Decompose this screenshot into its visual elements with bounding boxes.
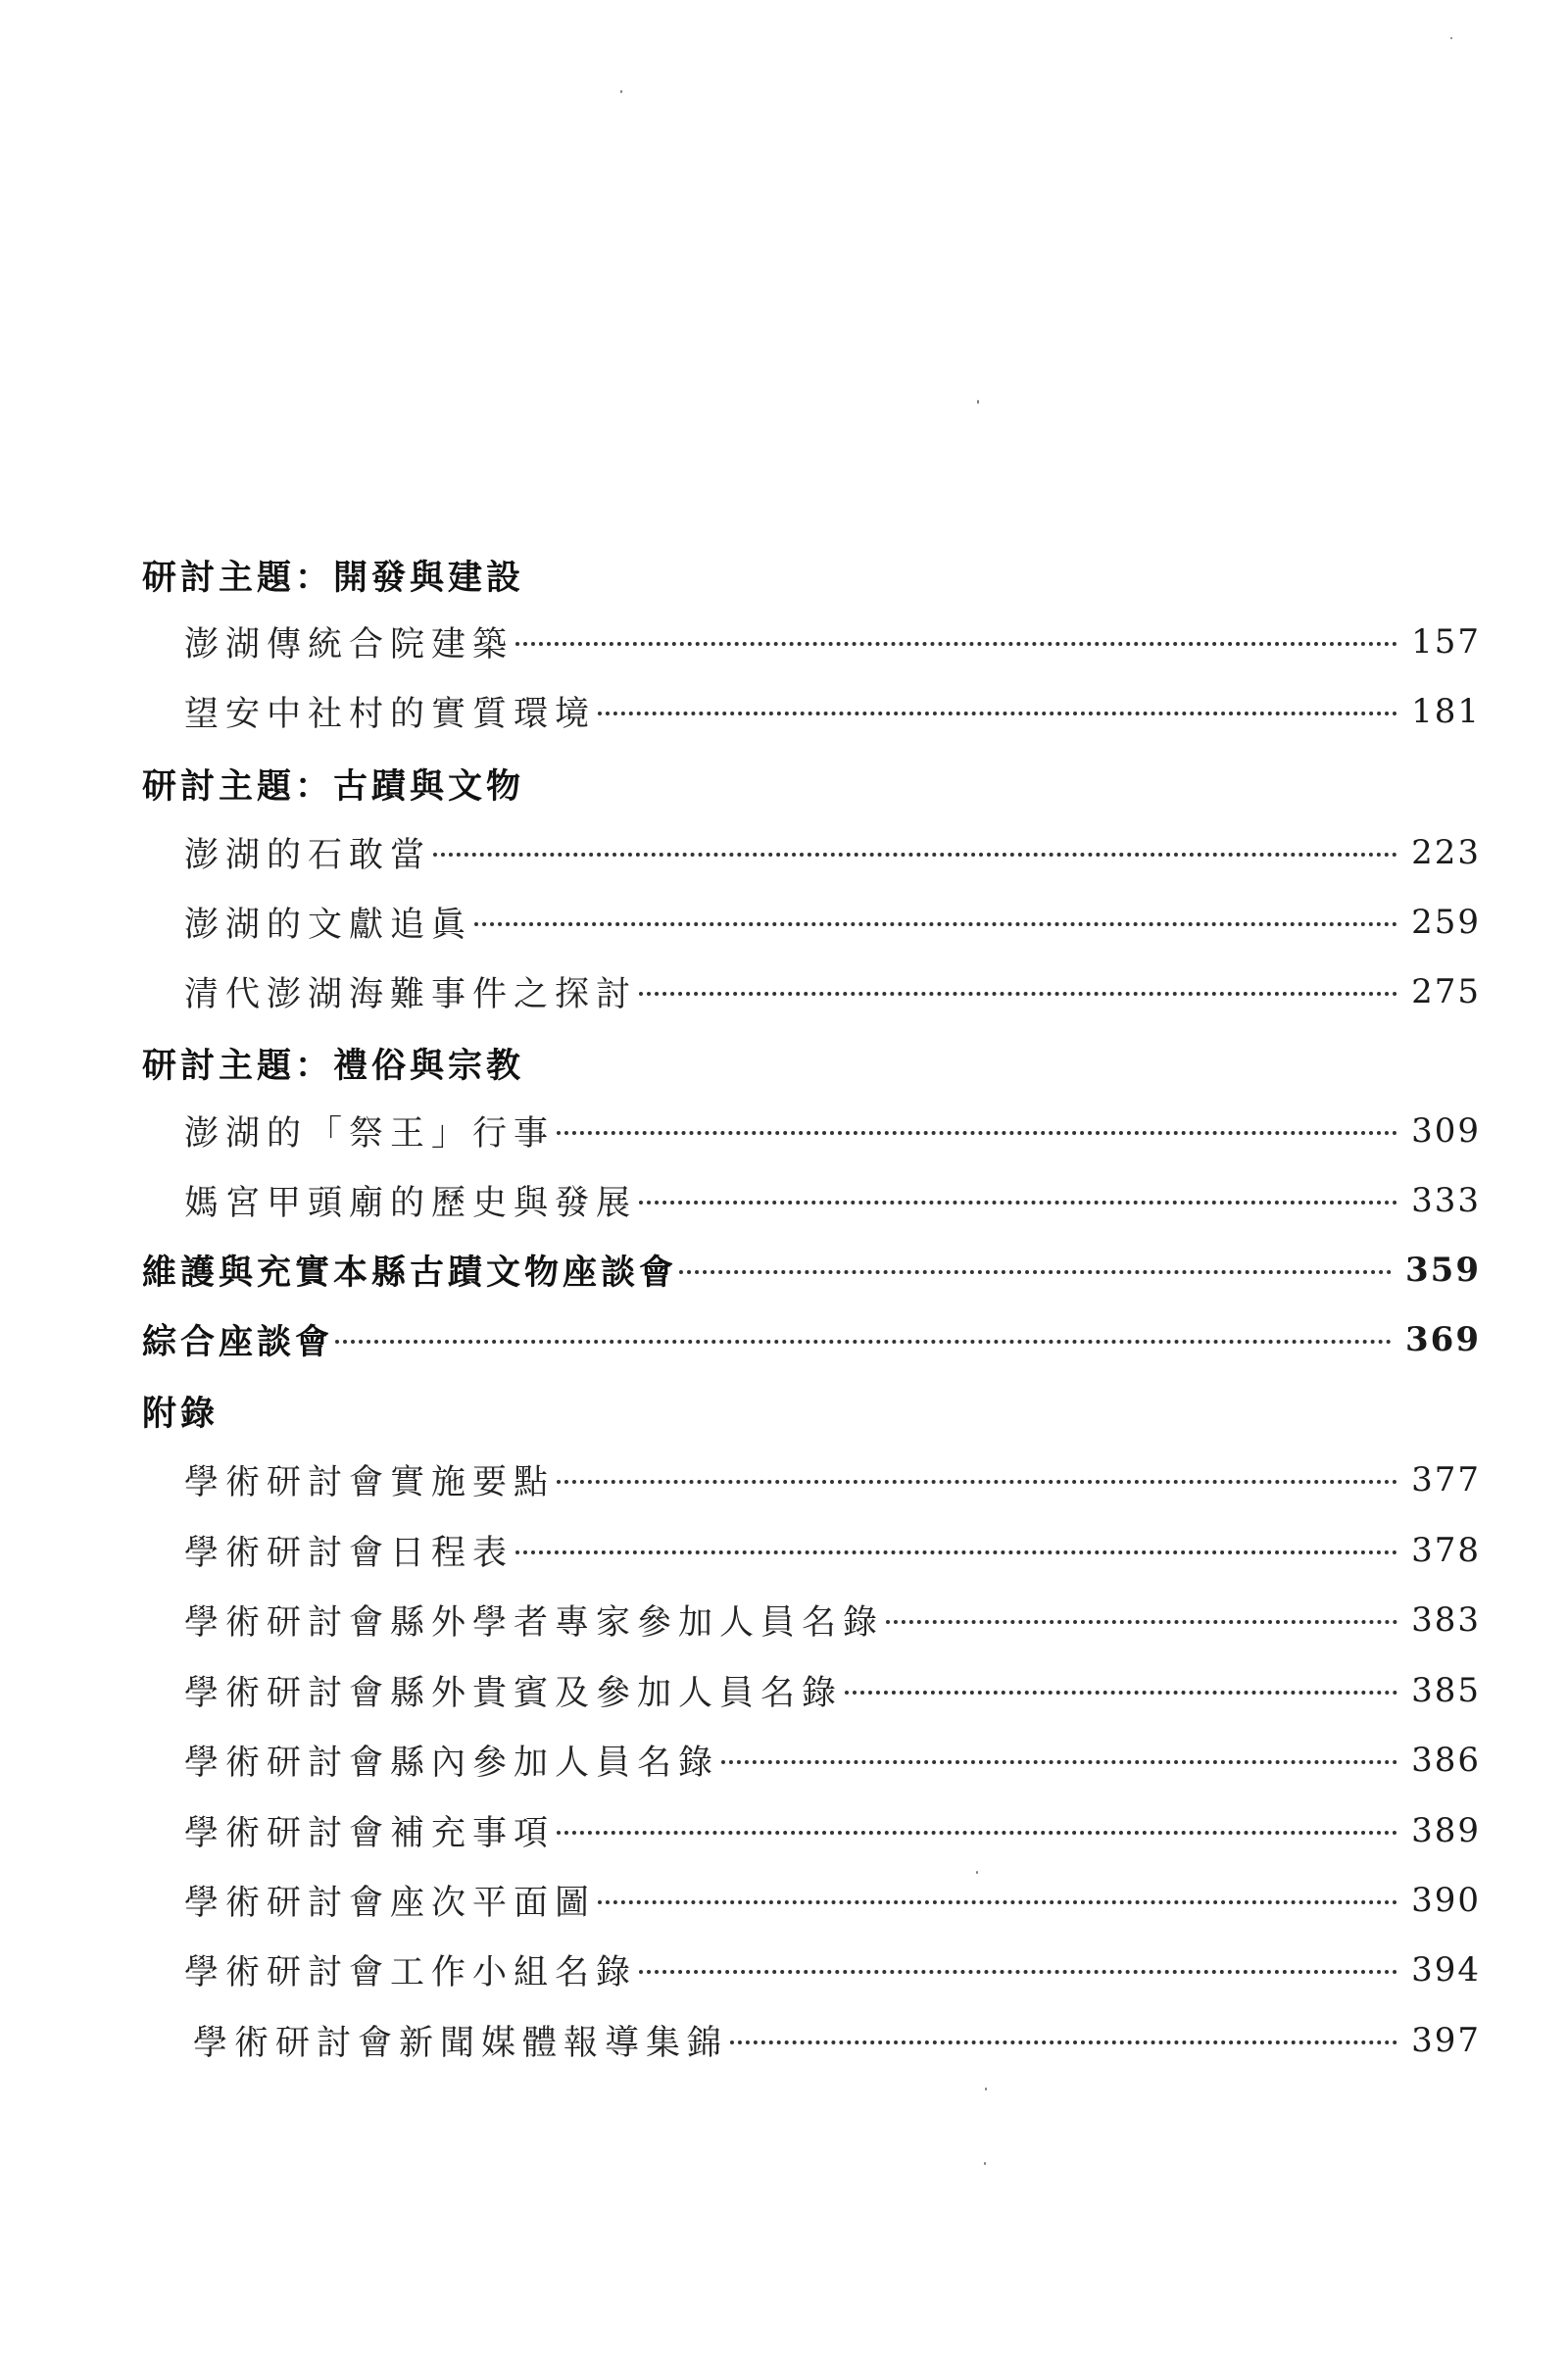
toc-entry-page-number: 309	[1411, 1111, 1481, 1151]
toc-entry-page-number: 389	[1411, 1811, 1481, 1850]
toc-entry-page-number: 275	[1411, 972, 1481, 1011]
dot-leader	[730, 2040, 1397, 2044]
toc-entry[interactable]	[184, 1104, 1481, 1158]
toc-entry-page-number: 259	[1411, 903, 1481, 942]
toc-section-heading	[142, 548, 524, 603]
toc-entry[interactable]	[184, 1942, 1481, 1997]
toc-entry-page-number: 333	[1411, 1181, 1481, 1220]
dot-leader	[515, 642, 1397, 646]
scan-speck	[977, 400, 979, 404]
scan-speck	[976, 1871, 978, 1874]
dot-leader	[598, 712, 1397, 715]
toc-entry[interactable]	[184, 1733, 1481, 1788]
toc-entry[interactable]	[193, 2013, 1481, 2068]
toc-entry[interactable]	[184, 615, 1481, 669]
dot-leader	[679, 1270, 1392, 1274]
scan-speck	[985, 2088, 987, 2090]
scan-speck	[620, 90, 622, 93]
toc-entry[interactable]	[184, 1523, 1481, 1578]
toc-entry-title: 學術研討會工作小組名錄	[184, 1953, 638, 1992]
scan-speck	[984, 2162, 986, 2165]
toc-entry-title: 澎湖傳統合院建築	[184, 625, 514, 664]
toc-entry-title: 清代澎湖海難事件之探討	[184, 975, 638, 1014]
toc-entry-title: 學術研討會縣內參加人員名錄	[184, 1744, 720, 1783]
toc-entry-page-number: 394	[1411, 1950, 1481, 1990]
toc-standalone-entry[interactable]	[142, 1312, 1481, 1367]
toc-entry[interactable]	[184, 825, 1481, 880]
toc-entry-page-number: 390	[1411, 1881, 1481, 1920]
toc-entry-title: 綜合座談會	[142, 1323, 334, 1362]
dot-leader	[557, 1480, 1397, 1484]
toc-entry-title: 澎湖的文獻追眞	[184, 906, 473, 945]
toc-section-heading	[142, 1036, 524, 1091]
dot-leader	[515, 1550, 1397, 1554]
dot-leader	[474, 922, 1397, 926]
toc-entry[interactable]	[184, 1173, 1481, 1228]
toc-entry-title: 學術研討會新聞媒體報導集錦	[193, 2024, 729, 2063]
toc-entry[interactable]	[184, 1452, 1481, 1507]
toc-entry-title: 學術研討會日程表	[184, 1534, 514, 1573]
dot-leader	[639, 992, 1397, 996]
toc-entry-title: 望安中社村的實質環境	[184, 695, 597, 734]
toc-entry-page-number: 378	[1411, 1531, 1481, 1570]
dot-leader	[557, 1831, 1397, 1835]
toc-entry[interactable]	[184, 684, 1481, 739]
toc-entry-title: 學術研討會補充事項	[184, 1814, 556, 1853]
toc-entry[interactable]	[184, 1663, 1481, 1718]
toc-entry-page-number: 157	[1411, 622, 1481, 662]
toc-entry-page-number: 377	[1411, 1460, 1481, 1500]
toc-entry[interactable]	[184, 1873, 1481, 1928]
dot-leader	[845, 1691, 1397, 1695]
toc-entry-page-number: 223	[1411, 833, 1481, 872]
section-heading-text: 研討主題：禮俗與宗教	[142, 1047, 525, 1086]
dot-leader	[639, 1201, 1397, 1205]
dot-leader	[639, 1970, 1397, 1974]
toc-entry-title: 維護與充實本縣古蹟文物座談會	[142, 1254, 678, 1293]
toc-entry-title: 學術研討會縣外貴賓及參加人員名錄	[184, 1674, 844, 1713]
toc-entry-title: 澎湖的石敢當	[184, 836, 432, 875]
toc-entry-page-number: 386	[1411, 1741, 1481, 1780]
toc-entry-page-number: 359	[1405, 1251, 1481, 1290]
dot-leader	[335, 1340, 1392, 1344]
toc-standalone-entry[interactable]	[142, 1243, 1481, 1298]
scan-speck	[1450, 37, 1452, 39]
toc-entry[interactable]	[184, 1593, 1481, 1647]
section-heading-text: 研討主題：開發與建設	[142, 559, 525, 598]
toc-entry-page-number: 385	[1411, 1671, 1481, 1710]
toc-entry-page-number: 181	[1411, 692, 1481, 731]
dot-leader	[886, 1620, 1397, 1624]
toc-section-heading	[142, 757, 524, 811]
appendix-heading-text: 附錄	[142, 1395, 220, 1434]
toc-entry-page-number: 397	[1411, 2021, 1481, 2060]
toc-appendix-heading	[142, 1384, 219, 1439]
toc-entry-title: 澎湖的「祭王」行事	[184, 1114, 556, 1154]
toc-entry-title: 學術研討會縣外學者專家參加人員名錄	[184, 1603, 885, 1643]
toc-entry-title: 學術研討會座次平面圖	[184, 1884, 597, 1923]
toc-entry[interactable]	[184, 895, 1481, 950]
dot-leader	[721, 1760, 1397, 1764]
toc-entry-title: 學術研討會實施要點	[184, 1463, 556, 1502]
section-heading-text: 研討主題：古蹟與文物	[142, 767, 525, 807]
toc-entry-page-number: 383	[1411, 1600, 1481, 1640]
dot-leader	[598, 1900, 1397, 1904]
toc-entry[interactable]	[184, 1803, 1481, 1858]
dot-leader	[433, 853, 1397, 857]
toc-entry[interactable]	[184, 964, 1481, 1019]
toc-entry-page-number: 369	[1405, 1320, 1481, 1359]
toc-entry-title: 媽宮甲頭廟的歷史與發展	[184, 1184, 638, 1223]
dot-leader	[557, 1131, 1397, 1135]
